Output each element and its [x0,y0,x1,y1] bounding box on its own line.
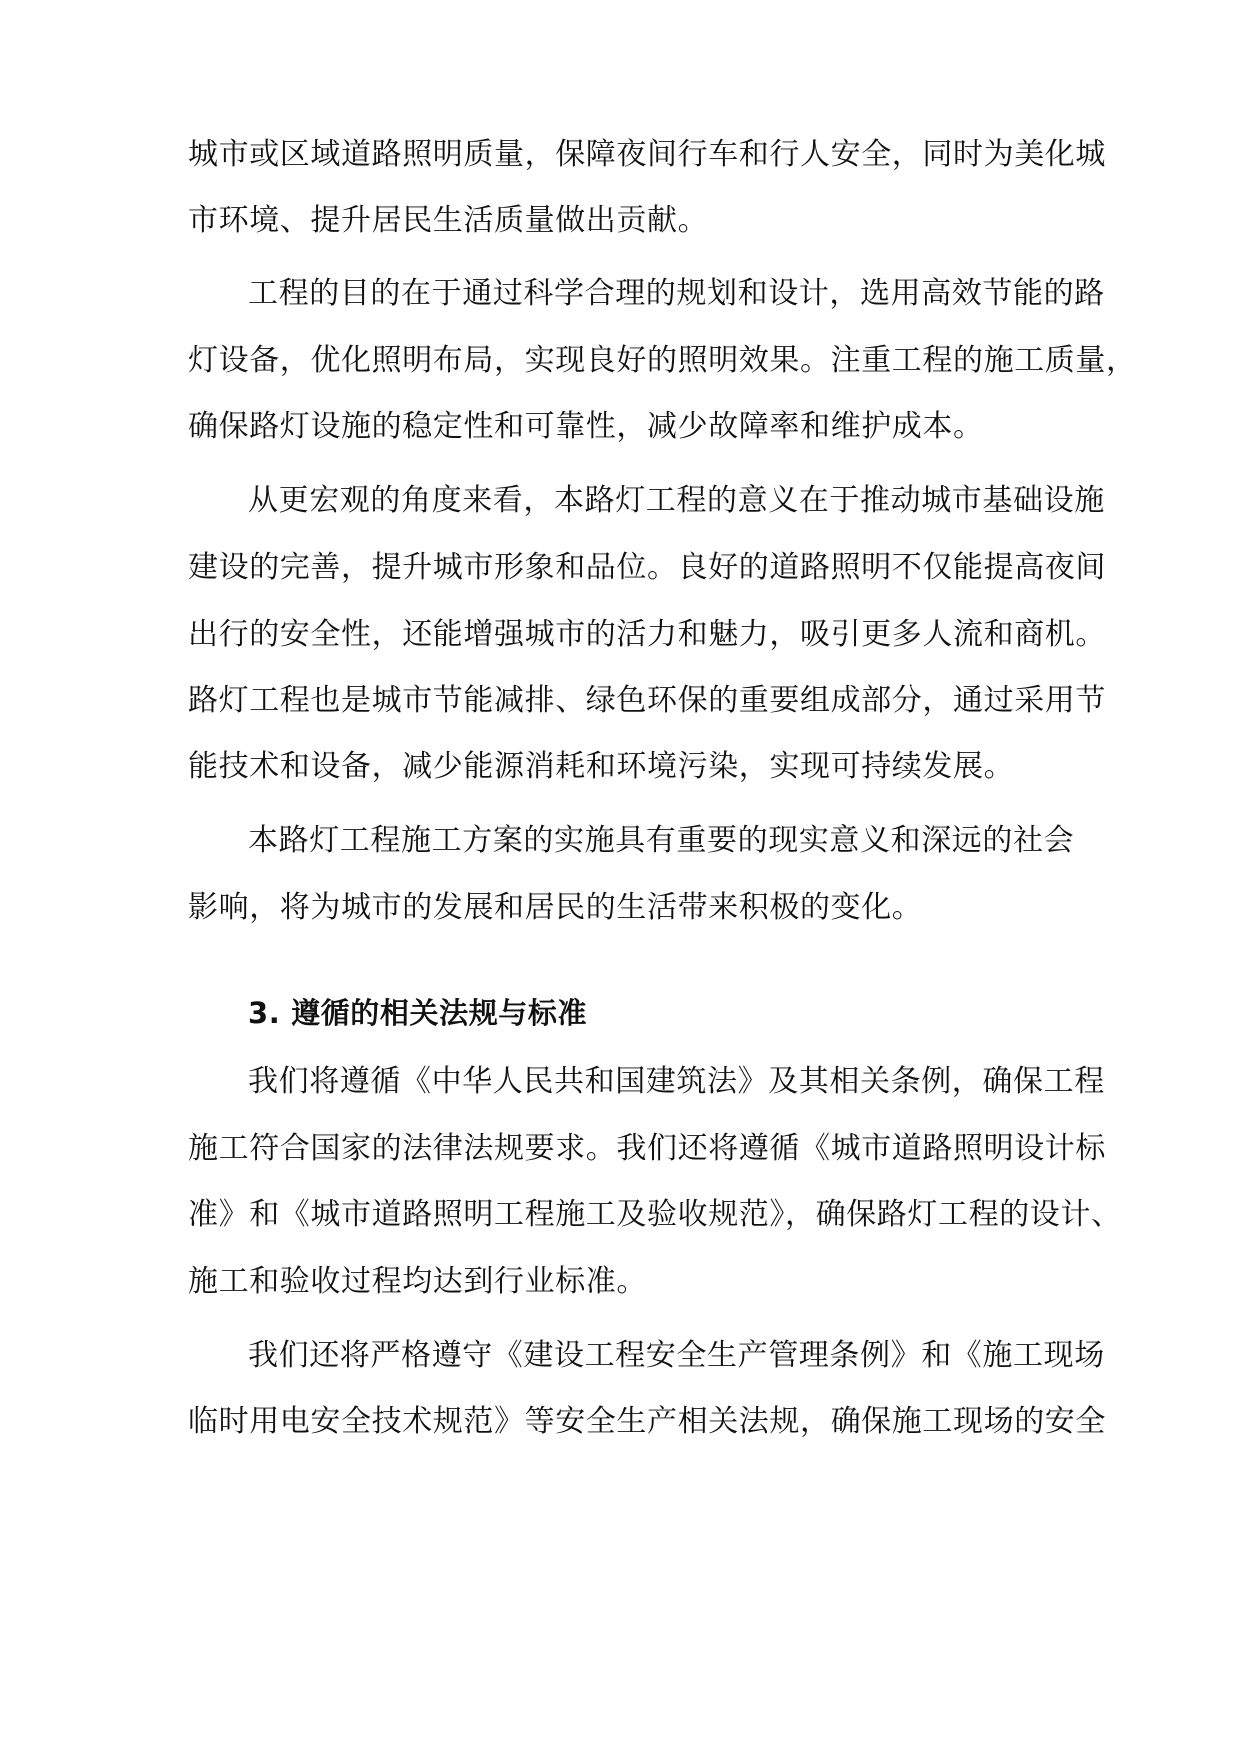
paragraph-line: 准》和《城市道路照明工程施工及验收规范》，确保路灯工程的设计、 [188,1197,1122,1232]
section-heading: 3. 遵循的相关法规与标准 [248,996,588,1030]
paragraph-line: 建设的完善，提升城市形象和品位。良好的道路照明不仅能提高夜间 [188,550,1106,585]
paragraph-line: 工程的目的在于通过科学合理的规划和设计，选用高效节能的路 [248,276,1105,311]
paragraph-line: 确保路灯设施的稳定性和可靠性，减少故障率和维护成本。 [188,409,984,444]
paragraph-line: 施工符合国家的法律法规要求。我们还将遵循《城市道路照明设计标 [188,1131,1106,1166]
paragraph-line: 临时用电安全技术规范》等安全生产相关法规，确保施工现场的安全 [188,1404,1106,1439]
paragraph-line: 路灯工程也是城市节能减排、绿色环保的重要组成部分，通过采用节 [188,683,1106,718]
paragraph-line: 施工和验收过程均达到行业标准。 [188,1264,647,1299]
paragraph-line: 从更宏观的角度来看，本路灯工程的意义在于推动城市基础设施 [248,483,1105,518]
paragraph-line: 影响，将为城市的发展和居民的生活带来积极的变化。 [188,890,923,925]
paragraph-line: 城市或区域道路照明质量，保障夜间行车和行人安全，同时为美化城 [188,137,1106,172]
paragraph-line: 灯设备，优化照明布局，实现良好的照明效果。注重工程的施工质量， [188,343,1137,378]
paragraph-line: 市环境、提升居民生活质量做出贡献。 [188,203,709,238]
paragraph-line: 能技术和设备，减少能源消耗和环境污染，实现可持续发展。 [188,749,1015,784]
paragraph-line: 我们还将严格遵守《建设工程安全生产管理条例》和《施工现场 [248,1338,1105,1373]
paragraph-line: 我们将遵循《中华人民共和国建筑法》及其相关条例，确保工程 [248,1064,1105,1099]
paragraph-line: 出行的安全性，还能增强城市的活力和魅力，吸引更多人流和商机。 [188,617,1106,652]
paragraph-line: 本路灯工程施工方案的实施具有重要的现实意义和深远的社会 [248,823,1075,858]
